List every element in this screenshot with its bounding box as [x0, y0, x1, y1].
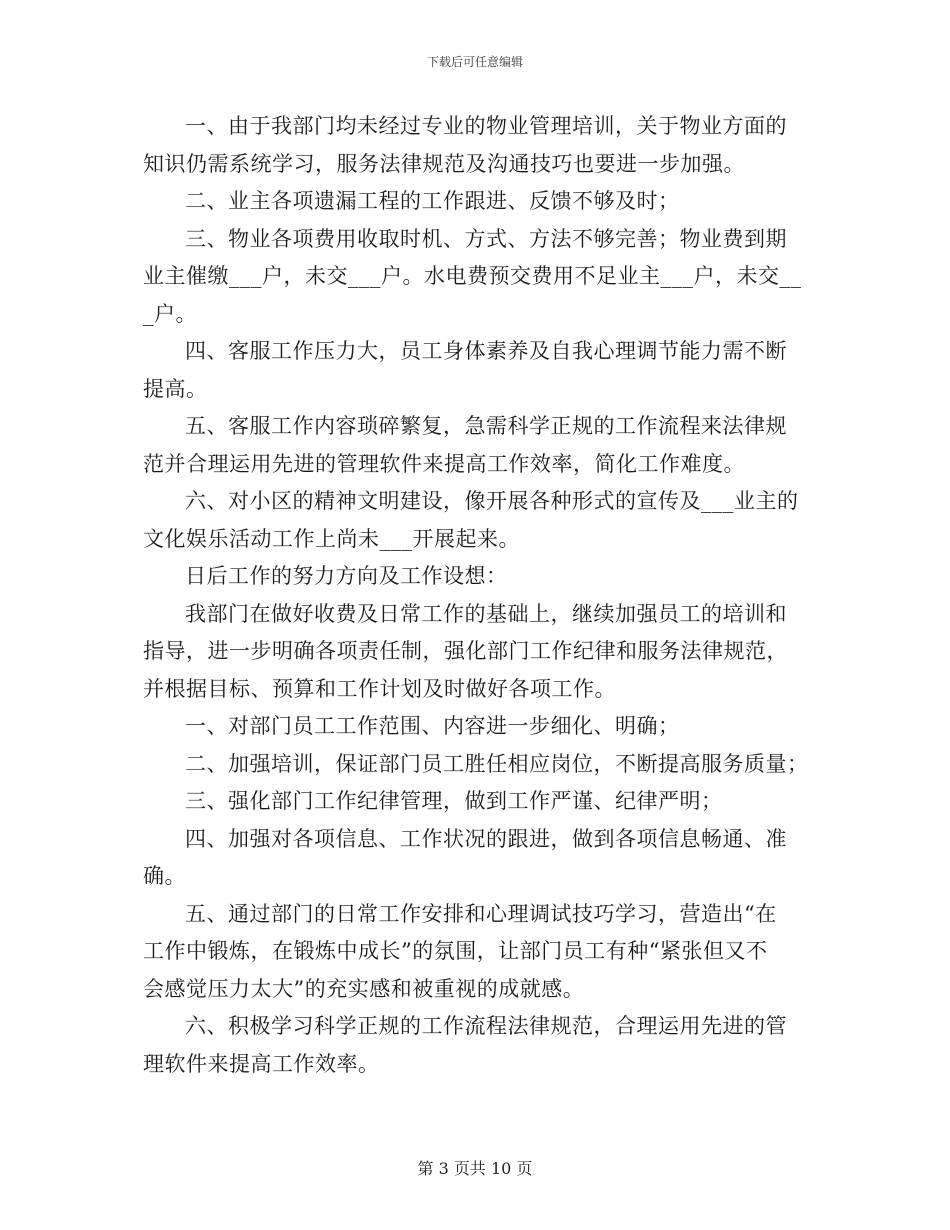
- page-header-note: 下载后可任意编辑: [426, 55, 523, 69]
- paragraph-line: 五、通过部门的日常工作安排和心理调试技巧学习，营造出“在: [185, 901, 777, 926]
- paragraph-line: 四、加强对各项信息、工作状况的跟进，做到各项信息畅通、准: [185, 826, 787, 851]
- paragraph: [143, 708, 808, 746]
- paragraph: [143, 896, 808, 1009]
- page-number: 第 3 页共 10 页: [417, 1159, 533, 1178]
- paragraph-line: 五、客服工作内容琐碎繁复，急需科学正规的工作流程来法律规: [185, 414, 787, 438]
- paragraph-line: 指导，进一步明确各项责任制，强化部门工作纪律和服务法律规范，: [143, 639, 788, 663]
- paragraph-line: 会感觉压力太大”的充实感和被重视的成就感。: [143, 976, 585, 1001]
- document-body: [143, 108, 808, 1083]
- paragraph-line: 三、物业各项费用收取时机、方式、方法不够完善；物业费到期: [185, 226, 787, 251]
- paragraph-line: 文化娱乐活动工作上尚未___开展起来。: [143, 526, 520, 551]
- paragraph: [143, 596, 808, 709]
- paragraph: [143, 108, 808, 183]
- paragraph-line: 工作中锻炼，在锻炼中成长”的氛围，让部门员工有种“紧张但又不: [143, 939, 768, 963]
- paragraph-line: 我部门在做好收费及日常工作的基础上，继续加强员工的培训和: [185, 601, 787, 626]
- paragraph: [143, 1008, 808, 1083]
- paragraph-line: 知识仍需系统学习，服务法律规范及沟通技巧也要进一步加强。: [143, 151, 745, 176]
- paragraph-line: 范并合理运用先进的管理软件来提高工作效率，简化工作难度。: [143, 451, 745, 476]
- paragraph-line: 六、对小区的精神文明建设，像开展各种形式的宣传及___业主的: [185, 489, 799, 513]
- paragraph-line: 二、加强培训，保证部门员工胜任相应岗位，不断提高服务质量；: [185, 751, 809, 776]
- paragraph-line: 二、业主各项遗漏工程的工作跟进、反馈不够及时；: [185, 189, 680, 213]
- paragraph-line: 一、对部门员工工作范围、内容进一步细化、明确；: [185, 714, 680, 738]
- paragraph: [143, 221, 808, 334]
- paragraph: [143, 483, 808, 558]
- paragraph-line: 业主催缴___户，未交___户。水电费预交费用不足业主___户，未交__: [143, 264, 802, 288]
- paragraph: [143, 783, 808, 821]
- paragraph-line: 提高。: [143, 376, 208, 401]
- paragraph-line: 日后工作的努力方向及工作设想：: [185, 564, 508, 588]
- paragraph-line: 六、积极学习科学正规的工作流程法律规范，合理运用先进的管: [185, 1014, 787, 1038]
- paragraph-line: 确。: [143, 864, 186, 888]
- paragraph: [143, 746, 808, 784]
- paragraph: [143, 821, 808, 896]
- paragraph-line: 一、由于我部门均未经过专业的物业管理培训，关于物业方面的: [185, 114, 787, 138]
- paragraph-line: 三、强化部门工作纪律管理，做到工作严谨、纪律严明；: [185, 789, 723, 813]
- paragraph: [143, 408, 808, 483]
- paragraph: [143, 183, 808, 221]
- paragraph: [143, 333, 808, 408]
- paragraph-line: _户。: [143, 301, 197, 326]
- paragraph-line: 理软件来提高工作效率。: [143, 1051, 380, 1076]
- paragraph-line: 四、客服工作压力大，员工身体素养及自我心理调节能力需不断: [185, 339, 787, 363]
- paragraph-line: 并根据目标、预算和工作计划及时做好各项工作。: [143, 676, 616, 701]
- paragraph: [143, 558, 808, 596]
